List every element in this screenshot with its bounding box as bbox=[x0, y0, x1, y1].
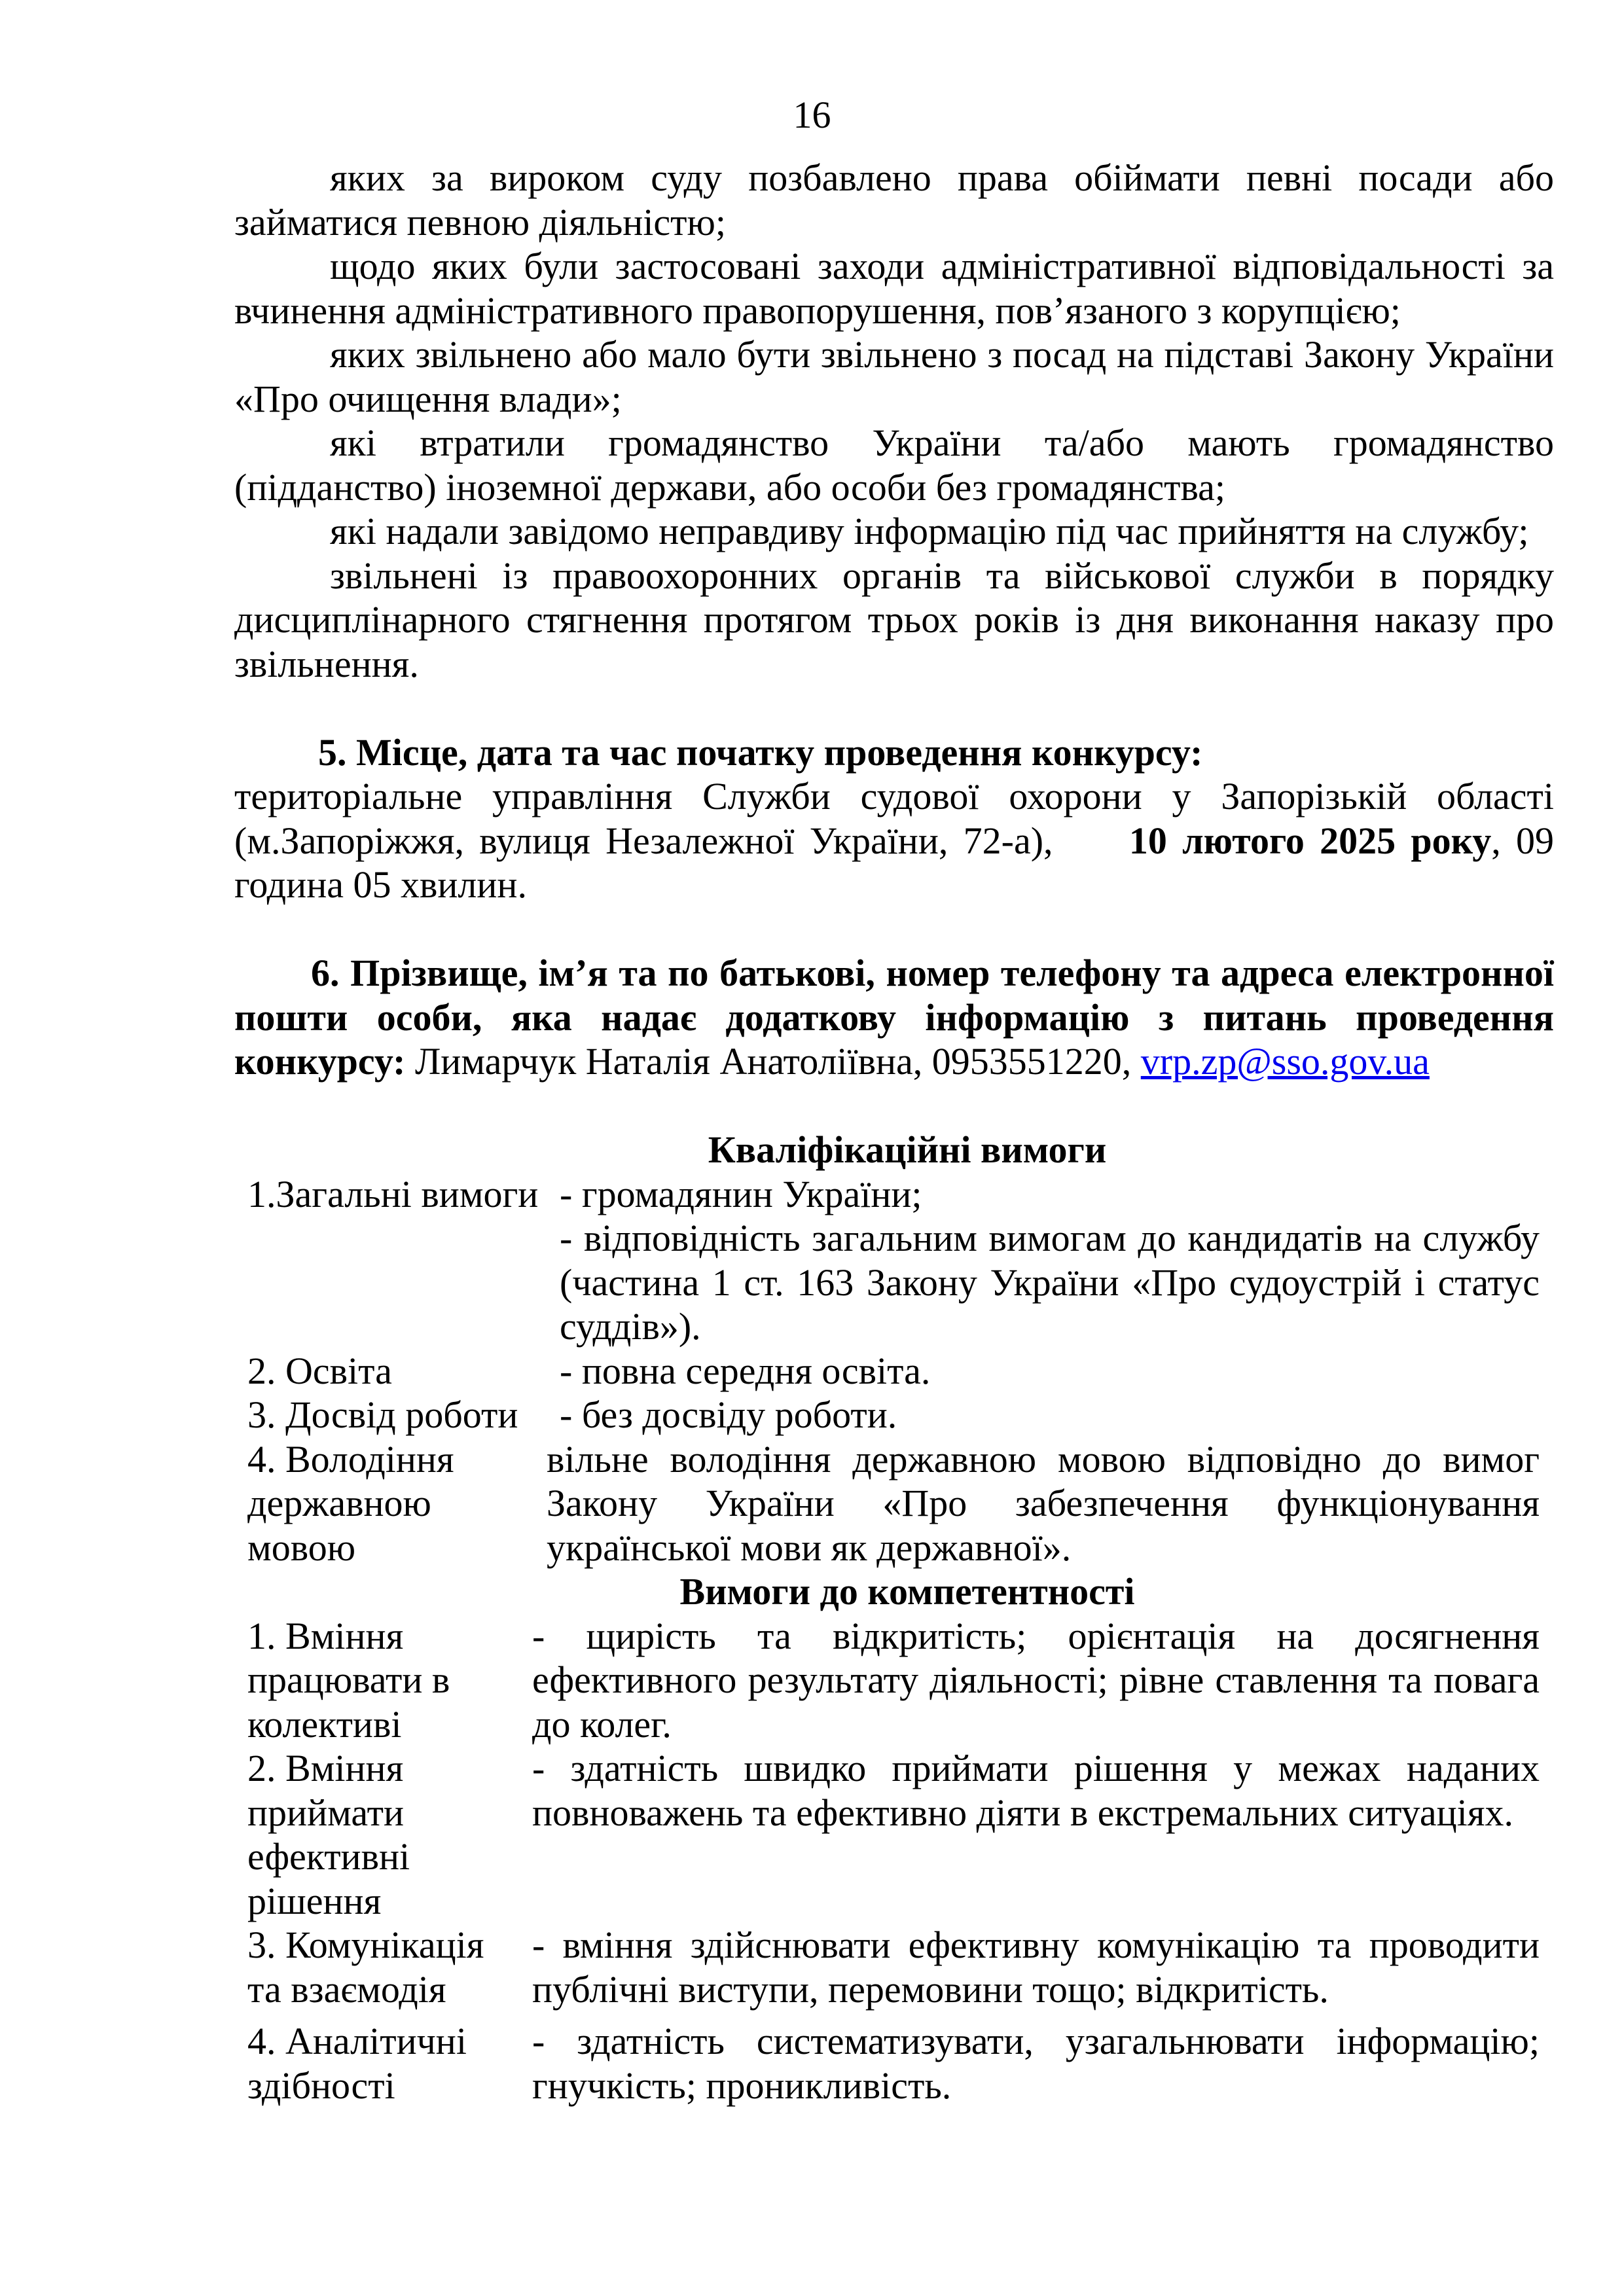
table-row bbox=[234, 1172, 1554, 1349]
row-value: - вміння здійснювати ефективну комунікацію та проводити публічні виступи, перемовини тощо; відкритість. bbox=[532, 1924, 1540, 2011]
contact-person: Лимарчук Наталія Анатоліївна, 0953551220, bbox=[414, 1040, 1132, 1083]
list-item: яких за вироком суду позбавлено права обіймати певні посади або займатися певною діяльністю; bbox=[234, 156, 1554, 243]
competence-title: Вимоги до компетентності bbox=[679, 1570, 1135, 1613]
section-6 bbox=[234, 951, 1554, 1084]
page-number: 16 bbox=[793, 94, 831, 136]
row-value: - відповідність загальним вимогам до кандидатів на службу (частина 1 ст. 163 Закону України «Про судоустрій і статус суддів»). bbox=[560, 1217, 1540, 1348]
section-5-text: територіальне управління Служби судової охорони у Запорізькій області (м.Запоріжжя, вулиця Незалежної України, 72-а), 10 лютого 2025 року, 09 година 05 хвилин. bbox=[234, 775, 1555, 906]
row-value: - повна середня освіта. bbox=[560, 1349, 931, 1392]
row-value: - громадянин України; bbox=[560, 1172, 922, 1215]
row-label: 1. Вміння працювати в колективі bbox=[247, 1614, 450, 1746]
row-label: 3. Досвід роботи bbox=[247, 1393, 518, 1436]
table-row bbox=[234, 1349, 1554, 1393]
table-row bbox=[234, 1393, 1554, 1437]
list-item: які втратили громадянство України та/або мають громадянство (підданство) іноземної держави, або особи без громадянства; bbox=[234, 422, 1554, 509]
qualification-title: Кваліфікаційні вимоги bbox=[708, 1128, 1107, 1171]
row-value: - здатність систематизувати, узагальнювати інформацію; гнучкість; проникливість. bbox=[532, 2020, 1540, 2107]
qualification-table bbox=[234, 1172, 1554, 1570]
row-label: 1.Загальні вимоги bbox=[247, 1172, 539, 1215]
competition-date: 10 лютого 2025 року bbox=[1128, 819, 1492, 862]
competition-time: 09 година 05 хвилин. bbox=[234, 819, 1555, 906]
row-value: - здатність швидко приймати рішення у межах наданих повноважень та ефективно діяти в екстремальних ситуаціях. bbox=[532, 1747, 1540, 1834]
row-value: - без досвіду роботи. bbox=[560, 1393, 897, 1436]
section-6-heading: 6. Прізвище, ім’я та по батькові, номер телефону та адреса електронної пошти особи, яка надає додаткову інформацію з питань проведення конкурсу: bbox=[234, 952, 1554, 1083]
row-label: 4. Аналітичні здібності bbox=[247, 2020, 467, 2107]
row-label: 2. Освіта bbox=[247, 1349, 392, 1392]
document-body bbox=[234, 156, 1554, 2108]
competition-place: територіальне управління Служби судової охорони у Запорізькій області (м.Запоріжжя, вулиця Незалежної України, 72-а), bbox=[234, 775, 1554, 862]
row-value: вільне володіння державною мовою відповідно до вимог Закону України «Про забезпечення функціонування української мови як державної». bbox=[547, 1437, 1540, 1569]
section-5-heading: 5. Місце, дата та час початку проведення конкурсу: bbox=[318, 730, 1203, 774]
table-row bbox=[234, 1437, 1554, 1570]
row-label: 2. Вміння приймати ефективні рішення bbox=[247, 1747, 410, 1922]
email-link[interactable]: vrp.zp@sso.gov.ua bbox=[1140, 1040, 1430, 1083]
list-item: щодо яких були застосовані заходи адміністративної відповідальності за вчинення адміністративного правопорушення, пов’язаного з корупцією; bbox=[234, 245, 1554, 332]
row-value: - щирість та відкритість; орієнтація на досягнення ефективного результату діяльності; рівне ставлення та повага до колег. bbox=[532, 1614, 1540, 1746]
row-label: 3. Комунікація та взаємодія bbox=[247, 1924, 484, 2011]
table-row bbox=[234, 1923, 1554, 2011]
competence-table bbox=[234, 1614, 1554, 2108]
table-row bbox=[234, 1614, 1554, 1747]
table-row bbox=[234, 2019, 1554, 2108]
row-label: 4. Володіння державною мовою bbox=[247, 1437, 454, 1569]
list-item: яких звільнено або мало бути звільнено з посад на підставі Закону України «Про очищення влади»; bbox=[234, 333, 1554, 420]
list-item: звільнені із правоохоронних органів та військової служби в порядку дисциплінарного стягнення протягом трьох років із дня виконання наказу про звільнення. bbox=[234, 554, 1554, 685]
table-row bbox=[234, 1746, 1554, 1923]
list-item: які надали завідомо неправдиву інформацію під час прийняття на службу; bbox=[330, 510, 1529, 552]
